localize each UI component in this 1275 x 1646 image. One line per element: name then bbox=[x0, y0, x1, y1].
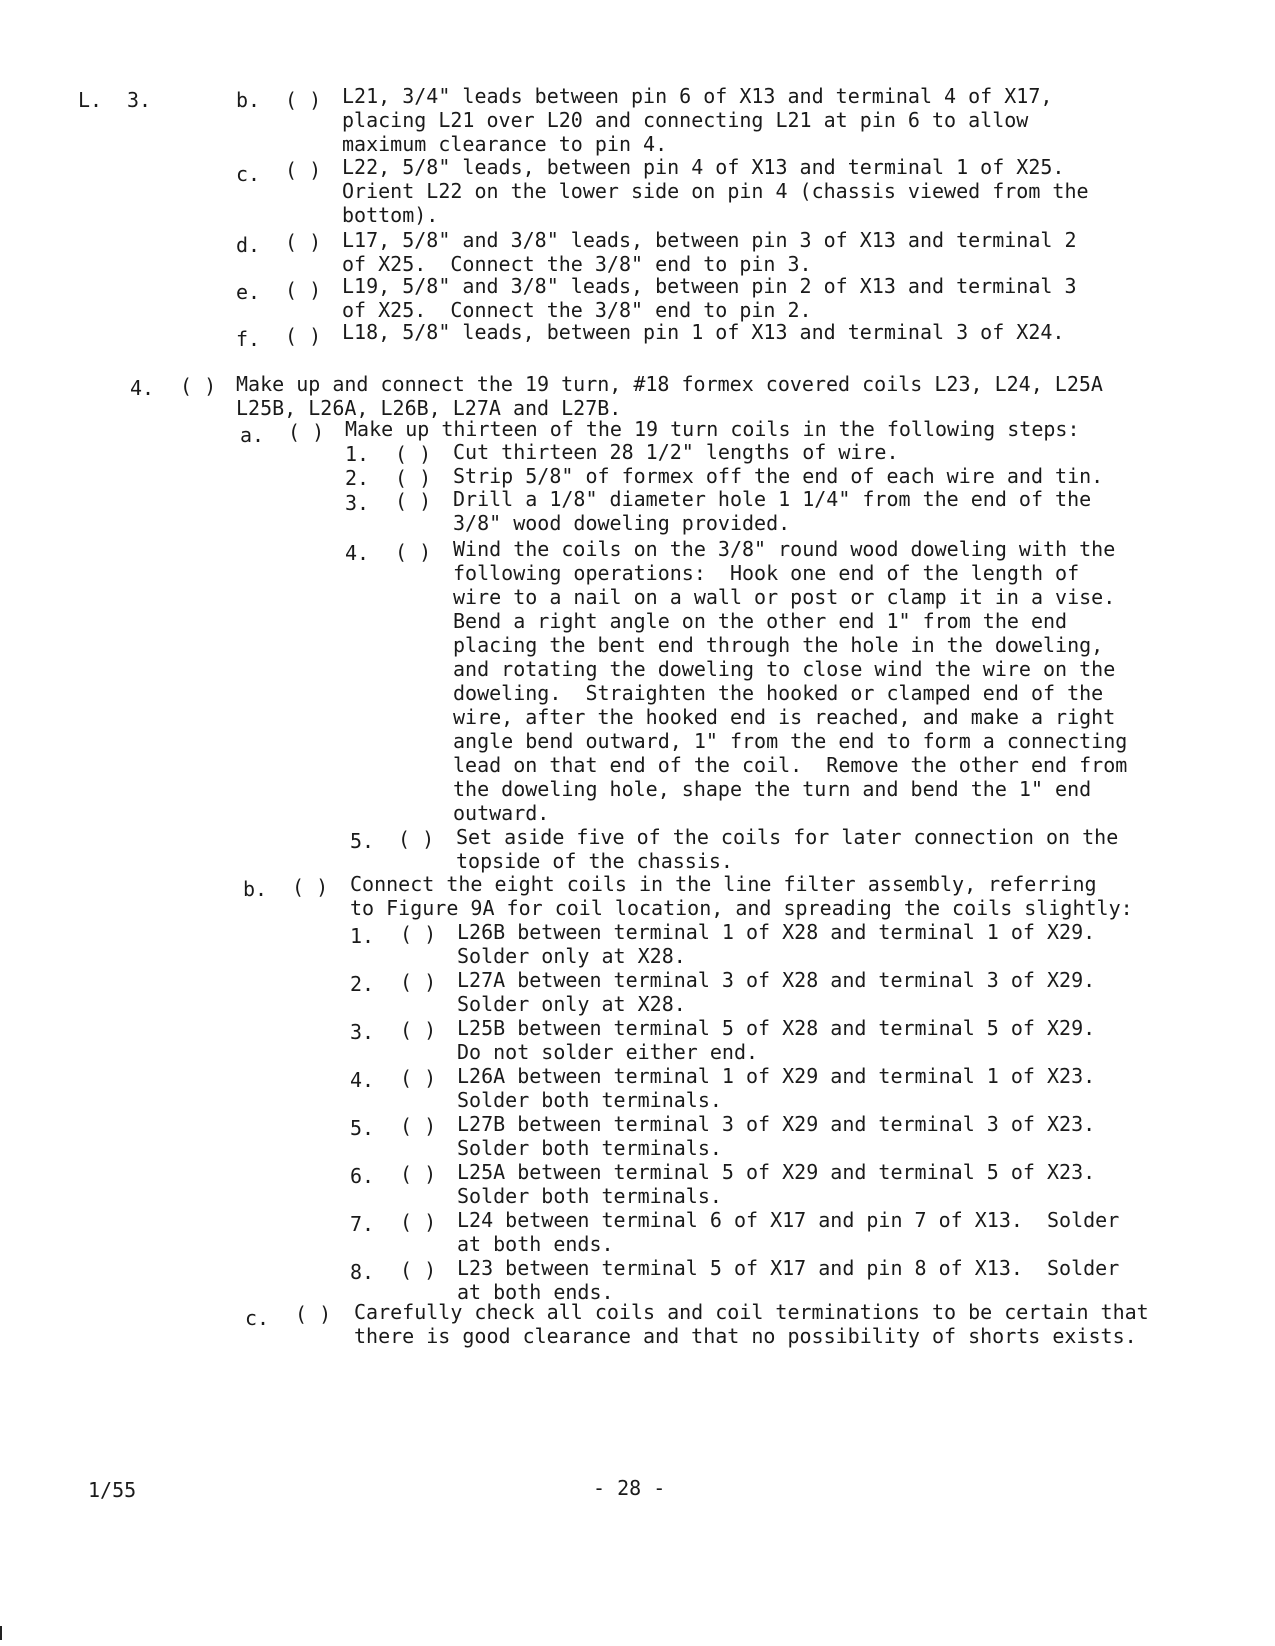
checkbox[interactable]: ( ) bbox=[285, 324, 322, 348]
step-text-line: of X25. Connect the 3/8" end to pin 3. bbox=[342, 252, 812, 276]
checkbox[interactable]: ( ) bbox=[400, 922, 437, 946]
step-number: 4. bbox=[130, 376, 155, 400]
step-text-line: there is good clearance and that no possibility of shorts exists. bbox=[354, 1324, 1137, 1348]
item-text-line: L25A between terminal 5 of X29 and terminal 5 of X23. bbox=[457, 1160, 1096, 1184]
item-number: 3. bbox=[345, 491, 370, 515]
checkbox[interactable]: ( ) bbox=[395, 540, 432, 564]
step-letter: e. bbox=[236, 280, 261, 304]
checkbox[interactable]: ( ) bbox=[400, 1018, 437, 1042]
item-text-line: angle bend outward, 1" from the end to form a connecting bbox=[453, 729, 1128, 753]
item-text-line: L26A between terminal 1 of X29 and terminal 1 of X23. bbox=[457, 1064, 1096, 1088]
item-text-line: Solder both terminals. bbox=[457, 1184, 722, 1208]
step-text-line: L21, 3/4" leads between pin 6 of X13 and terminal 4 of X17, bbox=[342, 84, 1053, 108]
item-text-line: Bend a right angle on the other end 1" from the end bbox=[453, 609, 1068, 633]
checkbox[interactable]: ( ) bbox=[180, 374, 217, 398]
step-letter: b. bbox=[243, 877, 268, 901]
step-text-line: Orient L22 on the lower side on pin 4 (chassis viewed from the bbox=[342, 179, 1089, 203]
checkbox[interactable]: ( ) bbox=[285, 88, 322, 112]
item-number: 2. bbox=[350, 972, 375, 996]
step-text-line: to Figure 9A for coil location, and spreading the coils slightly: bbox=[350, 896, 1133, 920]
checkbox[interactable]: ( ) bbox=[285, 158, 322, 182]
checkbox[interactable]: ( ) bbox=[400, 1258, 437, 1282]
item-text-line: L23 between terminal 5 of X17 and pin 8 of X13. Solder bbox=[457, 1256, 1120, 1280]
item-text-line: doweling. Straighten the hooked or clamped end of the bbox=[453, 681, 1104, 705]
item-text-line: Solder both terminals. bbox=[457, 1136, 722, 1160]
checkbox[interactable]: ( ) bbox=[400, 1114, 437, 1138]
page-number: - 28 - bbox=[593, 1476, 666, 1500]
item-text-line: lead on that end of the coil. Remove the other end from bbox=[453, 753, 1128, 777]
item-text-line: placing the bent end through the hole in the doweling, bbox=[453, 633, 1104, 657]
item-number: 3. bbox=[350, 1020, 375, 1044]
step-text-line: L19, 5/8" and 3/8" leads, between pin 2 of X13 and terminal 3 bbox=[342, 274, 1077, 298]
step-letter: a. bbox=[240, 423, 265, 447]
section-letter: L. bbox=[78, 88, 103, 112]
item-text-line: Do not solder either end. bbox=[457, 1040, 759, 1064]
item-text-line: L27A between terminal 3 of X28 and terminal 3 of X29. bbox=[457, 968, 1096, 992]
item-text-line: L24 between terminal 6 of X17 and pin 7 of X13. Solder bbox=[457, 1208, 1120, 1232]
step-text-line: Connect the eight coils in the line filter assembly, referring bbox=[350, 872, 1097, 896]
step-text-line: L22, 5/8" leads, between pin 4 of X13 and terminal 1 of X25. bbox=[342, 155, 1065, 179]
step-text-line: placing L21 over L20 and connecting L21 at pin 6 to allow bbox=[342, 108, 1029, 132]
item-text-line: L25B between terminal 5 of X28 and terminal 5 of X29. bbox=[457, 1016, 1096, 1040]
item-text-line: Solder only at X28. bbox=[457, 944, 686, 968]
item-text-line: L26B between terminal 1 of X28 and terminal 1 of X29. bbox=[457, 920, 1096, 944]
step-letter: f. bbox=[236, 327, 261, 351]
item-text-line: the doweling hole, shape the turn and bend the 1" end bbox=[453, 777, 1092, 801]
checkbox[interactable]: ( ) bbox=[398, 827, 435, 851]
item-number: 6. bbox=[350, 1164, 375, 1188]
checkbox[interactable]: ( ) bbox=[285, 230, 322, 254]
item-text-line: at both ends. bbox=[457, 1280, 614, 1304]
item-text-line: Solder only at X28. bbox=[457, 992, 686, 1016]
checkbox[interactable]: ( ) bbox=[400, 1210, 437, 1234]
checkbox[interactable]: ( ) bbox=[400, 1162, 437, 1186]
item-text-line: Wind the coils on the 3/8" round wood doweling with the bbox=[453, 537, 1116, 561]
item-text-line: Cut thirteen 28 1/2" lengths of wire. bbox=[453, 440, 899, 464]
checkbox[interactable]: ( ) bbox=[288, 420, 325, 444]
item-text-line: wire to a nail on a wall or post or clamp it in a vise. bbox=[453, 585, 1116, 609]
step-text-line: L17, 5/8" and 3/8" leads, between pin 3 of X13 and terminal 2 bbox=[342, 228, 1077, 252]
item-text-line: and rotating the doweling to close wind the wire on the bbox=[453, 657, 1116, 681]
checkbox[interactable]: ( ) bbox=[395, 489, 432, 513]
item-number: 1. bbox=[345, 442, 370, 466]
checkbox[interactable]: ( ) bbox=[292, 875, 329, 899]
item-text-line: at both ends. bbox=[457, 1232, 614, 1256]
item-number: 2. bbox=[345, 466, 370, 490]
step-text-line: Make up thirteen of the 19 turn coils in the following steps: bbox=[345, 417, 1080, 441]
step-text-line: L18, 5/8" leads, between pin 1 of X13 and terminal 3 of X24. bbox=[342, 320, 1065, 344]
item-text-line: following operations: Hook one end of the length of bbox=[453, 561, 1080, 585]
scan-mark bbox=[0, 1626, 2, 1640]
item-text-line: 3/8" wood doweling provided. bbox=[453, 511, 791, 535]
item-number: 4. bbox=[350, 1068, 375, 1092]
checkbox[interactable]: ( ) bbox=[400, 970, 437, 994]
item-number: 1. bbox=[350, 924, 375, 948]
item-text-line: topside of the chassis. bbox=[456, 849, 733, 873]
step-text-line: bottom). bbox=[342, 203, 439, 227]
checkbox[interactable]: ( ) bbox=[285, 278, 322, 302]
step-letter: b. bbox=[236, 88, 261, 112]
item-text-line: L27B between terminal 3 of X29 and terminal 3 of X23. bbox=[457, 1112, 1096, 1136]
item-text-line: Solder both terminals. bbox=[457, 1088, 722, 1112]
item-text-line: Strip 5/8" of formex off the end of each wire and tin. bbox=[453, 464, 1104, 488]
item-text-line: outward. bbox=[453, 801, 550, 825]
item-text-line: wire, after the hooked end is reached, and make a right bbox=[453, 705, 1116, 729]
item-number: 7. bbox=[350, 1212, 375, 1236]
checkbox[interactable]: ( ) bbox=[395, 466, 432, 490]
item-number: 8. bbox=[350, 1260, 375, 1284]
step-letter: c. bbox=[245, 1306, 270, 1330]
step-text-line: L25B, L26A, L26B, L27A and L27B. bbox=[236, 396, 622, 420]
section-number: 3. bbox=[127, 88, 152, 112]
step-text-line: Carefully check all coils and coil terminations to be certain that bbox=[354, 1300, 1149, 1324]
checkbox[interactable]: ( ) bbox=[395, 442, 432, 466]
item-number: 5. bbox=[350, 1116, 375, 1140]
item-number: 4. bbox=[345, 541, 370, 565]
step-text-line: of X25. Connect the 3/8" end to pin 2. bbox=[342, 298, 812, 322]
checkbox[interactable]: ( ) bbox=[400, 1066, 437, 1090]
step-letter: d. bbox=[236, 233, 261, 257]
checkbox[interactable]: ( ) bbox=[295, 1302, 332, 1326]
item-number: 5. bbox=[350, 829, 375, 853]
step-text-line: Make up and connect the 19 turn, #18 formex covered coils L23, L24, L25A bbox=[236, 372, 1103, 396]
step-text-line: maximum clearance to pin 4. bbox=[342, 132, 668, 156]
footer-date: 1/55 bbox=[88, 1478, 137, 1502]
step-letter: c. bbox=[236, 162, 261, 186]
item-text-line: Set aside five of the coils for later connection on the bbox=[456, 825, 1119, 849]
item-text-line: Drill a 1/8" diameter hole 1 1/4" from the end of the bbox=[453, 487, 1092, 511]
